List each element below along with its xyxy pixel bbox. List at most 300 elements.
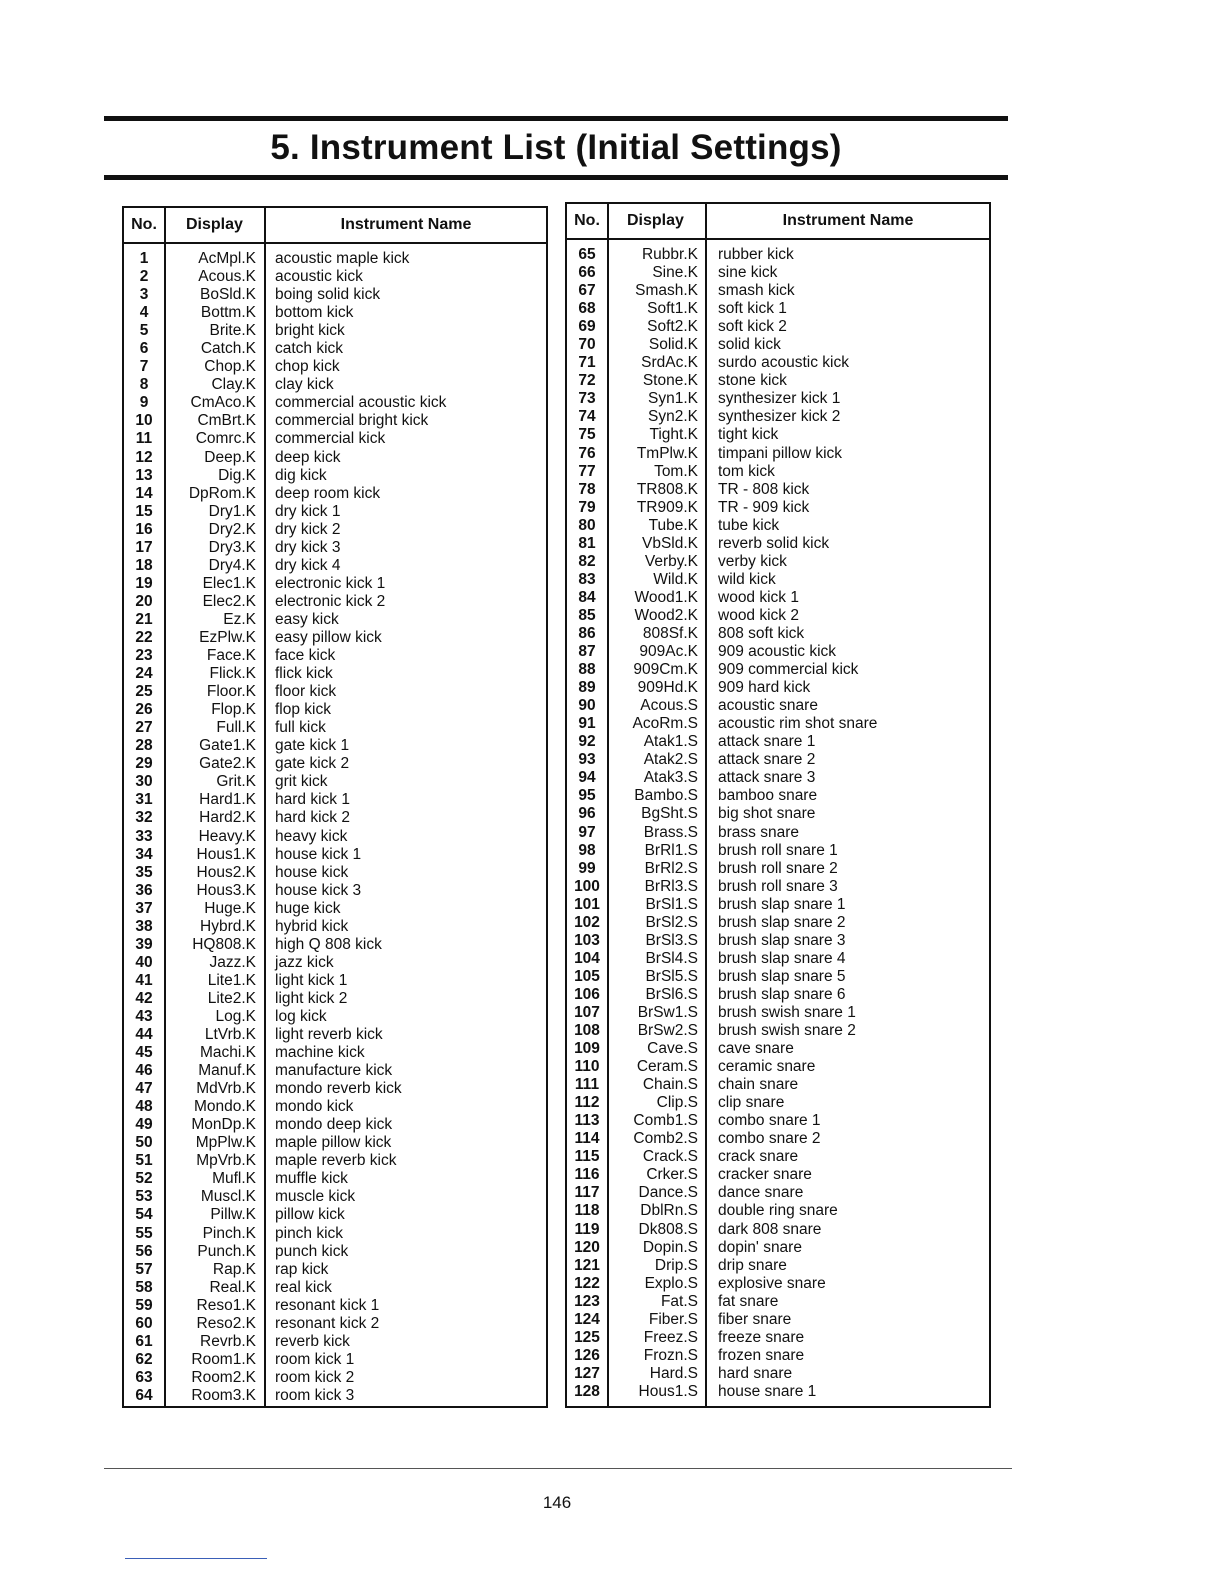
row-instrument-name: 909 hard kick	[718, 679, 811, 697]
row-number: 65	[578, 246, 596, 263]
row-number: 40	[135, 953, 153, 971]
row-number: 102	[574, 913, 600, 931]
table-row	[124, 1008, 546, 1026]
row-instrument-name: reverb kick	[275, 1332, 350, 1350]
row-instrument-name: machine kick	[275, 1044, 365, 1062]
table-row	[124, 304, 546, 322]
row-instrument-name: combo snare 2	[718, 1130, 821, 1148]
row-number: 124	[574, 1310, 600, 1328]
table-row	[567, 282, 989, 300]
row-number: 100	[574, 877, 600, 895]
table-row	[567, 914, 989, 932]
table-row	[567, 1094, 989, 1112]
row-instrument-name: gate kick 1	[275, 737, 350, 755]
row-display: BrRl3.S	[644, 877, 698, 895]
table-row	[124, 1315, 546, 1333]
row-display: Jazz.K	[209, 953, 256, 971]
row-number: 26	[135, 701, 153, 719]
row-instrument-name: brush roll snare 2	[718, 859, 838, 877]
row-number: 92	[578, 733, 596, 751]
row-display: Sine.K	[652, 264, 698, 282]
row-number: 128	[574, 1382, 600, 1400]
row-display: Log.K	[215, 1007, 256, 1025]
row-number: 57	[135, 1260, 153, 1278]
row-instrument-name: face kick	[275, 647, 336, 665]
table-row	[567, 445, 989, 463]
table-row	[124, 1243, 546, 1261]
row-display: Solid.K	[648, 336, 698, 354]
row-display: 808Sf.K	[642, 624, 698, 642]
row-instrument-name: tight kick	[718, 426, 779, 444]
row-instrument-name: room kick 1	[275, 1350, 355, 1368]
row-instrument-name: clay kick	[275, 376, 334, 394]
row-display: Hard1.K	[199, 791, 256, 809]
row-instrument-name: jazz kick	[275, 953, 334, 971]
table-row	[567, 679, 989, 697]
row-display: Brass.S	[643, 823, 698, 841]
row-number: 122	[574, 1274, 600, 1292]
table-row	[567, 390, 989, 408]
row-display: Hous1.S	[638, 1382, 698, 1400]
row-number: 63	[135, 1368, 153, 1386]
row-instrument-name: house snare 1	[718, 1382, 817, 1400]
row-instrument-name: smash kick	[718, 282, 795, 300]
table-row	[124, 701, 546, 719]
row-instrument-name: mondo kick	[275, 1098, 354, 1116]
row-instrument-name: floor kick	[275, 683, 337, 701]
table-row	[124, 286, 546, 304]
table-row	[124, 1026, 546, 1044]
table-row	[567, 1347, 989, 1365]
row-number: 67	[578, 282, 596, 300]
table-row	[567, 1257, 989, 1275]
table-row	[124, 755, 546, 773]
row-number: 117	[574, 1184, 600, 1202]
row-display: BrSw2.S	[637, 1022, 698, 1040]
row-instrument-name: clip snare	[718, 1094, 785, 1112]
table-row	[567, 986, 989, 1004]
table-row	[567, 354, 989, 372]
row-display: Hard2.K	[199, 809, 256, 827]
table-row	[124, 882, 546, 900]
row-instrument-name: flop kick	[275, 701, 331, 719]
row-instrument-name: easy kick	[275, 610, 339, 628]
row-instrument-name: brush roll snare 1	[718, 841, 838, 859]
table-row	[567, 715, 989, 733]
row-number: 12	[135, 448, 153, 466]
row-instrument-name: boing solid kick	[275, 286, 381, 304]
row-instrument-name: tom kick	[718, 462, 775, 480]
row-number: 22	[135, 628, 153, 646]
row-number: 30	[135, 773, 153, 791]
row-instrument-name: commercial bright kick	[275, 412, 429, 430]
title-rule-top	[104, 116, 1008, 121]
table-row	[567, 1365, 989, 1383]
row-instrument-name: electronic kick 2	[275, 592, 386, 610]
row-number: 110	[574, 1058, 600, 1076]
row-number: 94	[578, 769, 596, 787]
table-row	[567, 1076, 989, 1094]
row-instrument-name: dark 808 snare	[718, 1220, 822, 1238]
row-display: BrSl2.S	[645, 913, 698, 931]
row-number: 90	[578, 697, 596, 715]
table-row	[124, 611, 546, 629]
row-instrument-name: rubber kick	[718, 246, 794, 263]
table-row	[124, 809, 546, 827]
row-display: BrSw1.S	[637, 1003, 698, 1021]
row-number: 17	[135, 538, 153, 556]
table-row	[567, 318, 989, 336]
table-row	[124, 1062, 546, 1080]
table-row	[567, 246, 989, 264]
row-instrument-name: acoustic maple kick	[275, 250, 410, 267]
row-instrument-name: brush swish snare 1	[718, 1003, 856, 1021]
row-number: 93	[578, 751, 596, 769]
row-display: EzPlw.K	[199, 628, 256, 646]
row-instrument-name: brush slap snare 4	[718, 949, 846, 967]
row-number: 58	[135, 1278, 153, 1296]
table-row	[567, 824, 989, 842]
row-display: Flick.K	[209, 665, 256, 683]
row-number: 24	[135, 665, 153, 683]
row-display: Brite.K	[209, 322, 256, 340]
table-row	[124, 268, 546, 286]
row-instrument-name: pillow kick	[275, 1206, 345, 1224]
table-row	[124, 936, 546, 954]
row-display: Dry3.K	[208, 538, 256, 556]
row-display: 909Hd.K	[637, 679, 698, 697]
row-instrument-name: room kick 2	[275, 1368, 355, 1386]
table-row	[124, 250, 546, 268]
row-display: MpPlw.K	[195, 1134, 256, 1152]
table-row	[124, 828, 546, 846]
row-number: 18	[135, 556, 153, 574]
row-instrument-name: dry kick 3	[275, 538, 341, 556]
row-number: 7	[139, 358, 149, 376]
row-display: Fiber.S	[648, 1310, 698, 1328]
table-row	[567, 968, 989, 986]
table-row	[124, 593, 546, 611]
row-display: Hybrd.K	[200, 917, 256, 935]
table-row	[124, 322, 546, 340]
row-instrument-name: double ring snare	[718, 1202, 838, 1220]
row-instrument-name: soft kick 2	[718, 318, 787, 336]
table-row	[567, 1022, 989, 1040]
row-number: 45	[135, 1044, 153, 1062]
row-number: 59	[135, 1296, 153, 1314]
row-instrument-name: bamboo snare	[718, 787, 818, 805]
row-display: Acous.K	[198, 268, 256, 286]
row-instrument-name: stone kick	[718, 372, 787, 390]
instrument-table-right	[565, 202, 991, 1408]
row-display: Room2.K	[191, 1368, 256, 1386]
table-row	[567, 878, 989, 896]
row-instrument-name: big shot snare	[718, 805, 816, 823]
row-display: SrdAc.K	[641, 354, 698, 372]
row-display: Lite2.K	[207, 989, 256, 1007]
row-number: 51	[135, 1152, 153, 1170]
row-number: 91	[578, 715, 596, 733]
table-header	[124, 208, 546, 244]
table-row	[567, 571, 989, 589]
row-display: CmBrt.K	[197, 412, 256, 430]
row-display: Atak3.S	[643, 769, 698, 787]
row-display: Comb2.S	[633, 1130, 698, 1148]
row-display: Tom.K	[654, 462, 698, 480]
table-row	[567, 787, 989, 805]
row-instrument-name: 808 soft kick	[718, 624, 805, 642]
row-display: Wood1.K	[634, 588, 698, 606]
row-instrument-name: house kick 1	[275, 845, 362, 863]
row-instrument-name: cave snare	[718, 1040, 794, 1058]
row-display: Elec1.K	[202, 574, 256, 592]
row-number: 120	[574, 1238, 600, 1256]
table-row	[124, 918, 546, 936]
row-number: 29	[135, 755, 153, 773]
row-display: Hous2.K	[196, 863, 256, 881]
table-row	[124, 340, 546, 358]
row-number: 44	[135, 1026, 153, 1044]
row-display: AcoRm.S	[632, 715, 698, 733]
row-display: Syn2.K	[648, 408, 698, 426]
row-display: Dopin.S	[642, 1238, 698, 1256]
table-row	[124, 1098, 546, 1116]
table-body	[567, 246, 989, 1401]
table-row	[567, 535, 989, 553]
row-number: 66	[578, 264, 596, 282]
row-display: Soft1.K	[647, 300, 698, 318]
table-row	[567, 463, 989, 481]
row-number: 71	[578, 354, 596, 372]
table-row	[124, 430, 546, 448]
row-display: Smash.K	[635, 282, 698, 300]
row-display: Verby.K	[644, 552, 698, 570]
row-number: 72	[578, 372, 596, 390]
row-instrument-name: resonant kick 2	[275, 1314, 380, 1332]
table-row	[567, 1040, 989, 1058]
row-display: Machi.K	[200, 1044, 256, 1062]
row-instrument-name: synthesizer kick 2	[718, 408, 841, 426]
row-number: 38	[135, 917, 153, 935]
row-instrument-name: commercial acoustic kick	[275, 394, 447, 412]
table-row	[567, 1293, 989, 1311]
table-row	[567, 1329, 989, 1347]
row-display: MpVrb.K	[196, 1152, 256, 1170]
table-row	[124, 1297, 546, 1315]
row-instrument-name: timpani pillow kick	[718, 444, 843, 462]
row-instrument-name: gate kick 2	[275, 755, 350, 773]
row-number: 127	[574, 1364, 600, 1382]
row-display: Acous.S	[640, 697, 698, 715]
table-row	[124, 954, 546, 972]
row-display: Dk808.S	[638, 1220, 698, 1238]
row-number: 111	[574, 1076, 600, 1094]
row-display: DpRom.K	[188, 484, 256, 502]
row-number: 23	[135, 647, 153, 665]
row-instrument-name: fiber snare	[718, 1310, 792, 1328]
row-display: Hous1.K	[196, 845, 256, 863]
row-display: Heavy.K	[198, 827, 256, 845]
row-instrument-name: wild kick	[718, 570, 776, 588]
row-instrument-name: solid kick	[718, 336, 781, 354]
row-display: Clay.K	[211, 376, 256, 394]
row-number: 81	[578, 534, 596, 552]
row-instrument-name: resonant kick 1	[275, 1296, 380, 1314]
row-number: 49	[135, 1116, 153, 1134]
row-number: 5	[139, 322, 149, 340]
row-display: Ceram.S	[636, 1058, 698, 1076]
row-display: Floor.K	[206, 683, 256, 701]
row-number: 14	[135, 484, 153, 502]
row-instrument-name: ceramic snare	[718, 1058, 816, 1076]
row-display: LtVrb.K	[204, 1026, 256, 1044]
table-row	[567, 426, 989, 444]
table-row	[567, 769, 989, 787]
table-row	[124, 358, 546, 376]
table-row	[567, 607, 989, 625]
table-row	[124, 557, 546, 575]
row-display: Pinch.K	[202, 1224, 256, 1242]
row-number: 54	[135, 1206, 153, 1224]
row-number: 82	[578, 552, 596, 570]
row-number: 16	[135, 520, 153, 538]
row-display: CmAco.K	[190, 394, 256, 412]
row-number: 96	[578, 805, 596, 823]
table-row	[567, 896, 989, 914]
row-display: Dig.K	[218, 466, 256, 484]
row-instrument-name: brass snare	[718, 823, 799, 841]
row-number: 1	[139, 250, 149, 267]
row-instrument-name: chop kick	[275, 358, 340, 376]
table-row	[567, 1221, 989, 1239]
row-instrument-name: deep kick	[275, 448, 341, 466]
table-row	[124, 773, 546, 791]
table-row	[567, 842, 989, 860]
row-number: 48	[135, 1098, 153, 1116]
row-display: Revrb.K	[200, 1332, 256, 1350]
row-number: 39	[135, 935, 153, 953]
row-number: 20	[135, 592, 153, 610]
row-number: 89	[578, 679, 596, 697]
table-row	[567, 1058, 989, 1076]
row-number: 116	[574, 1166, 600, 1184]
row-number: 21	[135, 610, 153, 628]
row-instrument-name: attack snare 1	[718, 733, 816, 751]
row-display: Mondo.K	[193, 1098, 256, 1116]
row-instrument-name: surdo acoustic kick	[718, 354, 849, 372]
table-row	[124, 1134, 546, 1152]
row-display: Crker.S	[646, 1166, 698, 1184]
row-number: 73	[578, 390, 596, 408]
row-display: HQ808.K	[192, 935, 256, 953]
row-instrument-name: dry kick 4	[275, 556, 341, 574]
row-display: Rap.K	[212, 1260, 256, 1278]
row-number: 109	[574, 1040, 600, 1058]
row-instrument-name: brush roll snare 3	[718, 877, 838, 895]
row-number: 41	[135, 971, 153, 989]
row-instrument-name: hybrid kick	[275, 917, 349, 935]
row-display: MonDp.K	[191, 1116, 256, 1134]
row-instrument-name: chain snare	[718, 1076, 799, 1094]
row-number: 113	[574, 1112, 600, 1130]
row-number: 126	[574, 1346, 600, 1364]
row-display: 909Cm.K	[633, 661, 698, 679]
row-number: 15	[135, 502, 153, 520]
row-instrument-name: dance snare	[718, 1184, 804, 1202]
row-instrument-name: log kick	[275, 1007, 327, 1025]
row-instrument-name: cracker snare	[718, 1166, 812, 1184]
table-row	[124, 1152, 546, 1170]
table-row	[567, 697, 989, 715]
row-number: 103	[574, 931, 600, 949]
row-display: Chain.S	[642, 1076, 698, 1094]
row-display: Gate2.K	[199, 755, 256, 773]
row-number: 74	[578, 408, 596, 426]
row-number: 83	[578, 570, 596, 588]
row-display: Hous3.K	[196, 881, 256, 899]
table-row	[567, 751, 989, 769]
table-row	[567, 1184, 989, 1202]
row-display: BrSl3.S	[645, 931, 698, 949]
row-number: 99	[578, 859, 596, 877]
row-instrument-name: tube kick	[718, 516, 780, 534]
row-instrument-name: real kick	[275, 1278, 332, 1296]
row-instrument-name: brush slap snare 6	[718, 985, 846, 1003]
row-number: 114	[574, 1130, 600, 1148]
row-number: 115	[574, 1148, 600, 1166]
table-row	[124, 1188, 546, 1206]
row-display: VbSld.K	[641, 534, 698, 552]
row-display: Huge.K	[204, 899, 256, 917]
row-instrument-name: acoustic kick	[275, 268, 363, 286]
row-instrument-name: acoustic snare	[718, 697, 818, 715]
row-number: 31	[135, 791, 153, 809]
row-display: Frozn.S	[643, 1346, 698, 1364]
row-instrument-name: dopin' snare	[718, 1238, 802, 1256]
row-display: Comb1.S	[633, 1112, 698, 1130]
table-row	[124, 846, 546, 864]
row-display: BgSht.S	[641, 805, 698, 823]
row-display: Clip.S	[656, 1094, 698, 1112]
table-row	[124, 1080, 546, 1098]
row-number: 2	[139, 268, 149, 286]
row-display: BrSl1.S	[645, 895, 698, 913]
table-row	[567, 1004, 989, 1022]
row-display: TR808.K	[636, 480, 698, 498]
row-number: 35	[135, 863, 153, 881]
row-instrument-name: house kick 3	[275, 881, 362, 899]
row-instrument-name: hard kick 1	[275, 791, 350, 809]
table-row	[124, 1387, 546, 1405]
row-instrument-name: full kick	[275, 719, 326, 737]
table-row	[124, 1333, 546, 1351]
row-display: Cave.S	[647, 1040, 698, 1058]
row-number: 64	[135, 1386, 153, 1404]
row-display: TR909.K	[636, 498, 698, 516]
table-row	[124, 1044, 546, 1062]
row-display: TmPlw.K	[636, 444, 698, 462]
row-display: Dry1.K	[208, 502, 256, 520]
row-number: 118	[574, 1202, 600, 1220]
table-row	[567, 733, 989, 751]
row-display: Gate1.K	[199, 737, 256, 755]
table-row	[567, 499, 989, 517]
row-number: 121	[574, 1256, 600, 1274]
row-instrument-name: hard snare	[718, 1364, 793, 1382]
row-instrument-name: punch kick	[275, 1242, 349, 1260]
row-display: Face.K	[206, 647, 256, 665]
row-number: 60	[135, 1314, 153, 1332]
